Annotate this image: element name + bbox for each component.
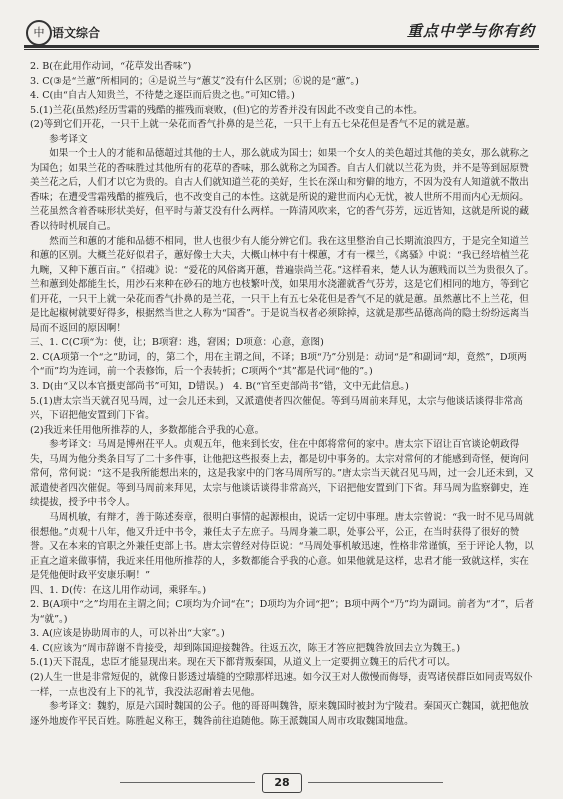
page-footer	[0, 770, 563, 798]
section-title: 语文综合	[52, 26, 101, 40]
translation-heading: 参考译文	[49, 133, 88, 145]
answer-line: 3. D(由“又以本官摄吏部尚书”可知，D错误。) 4. B(“官至吏部尚书”错，文中无此信息。)	[30, 381, 409, 393]
translation-paragraph: 马周机敏，有辩才，善于陈述奏章，很明白事情的起源根由，说话一定切中事理。唐太宗曾说：“我一时不见马周就很想他。”贞观十八年，他又升迁中书令，兼任太子左庶子。马周身兼二职，处事公平，公正，在当时获得了很好的赞誉。又在本来的官职之外兼任吏部上书。唐太宗曾经对侍臣说：“马周处事机敏迅速，性格非常谨慎，至于评论人物，以正直之道来做事情，我近来任用他所推荐的人，多数都能合乎我的心意。如果他就是这样，忠君才能一致就这样，实在是凭他便时政平安康乐啊！”	[30, 511, 534, 582]
answer-line: 2. C(A项第一个“之”助词，的，第二个，用在主谓之间，不译；B项“乃”分别是：动词“是”和副词“却，竟然”，D项两个“而”均为连词，前一个表修饰，后一个表转折；C项两个“其”都是代词“他的”。)	[30, 351, 527, 378]
translation-paragraph: 参考译文：马周是博州茌平人。贞观五年，他来到长安，住在中郎将常何的家中。唐太宗下诏让百官谈论朝政得失，马周为他分类条目写了二十多件事，让他把这些报奏上去，都是切中事务的。太宗对常何的才能感到奇怪，便询问常何，常何说：“这不是我所能想出来的，这是我家中的门客马周所写的。”唐太宗当天就召见马周，过一会儿还未到，又派遣使者四次催促。等到马周前来拜见，太宗与他谈话谈得非常高兴，下诏把他安置到门下省。拜马周为监察御史，连续提拔，授予中书令人。	[30, 439, 534, 509]
page-header	[0, 0, 563, 52]
page-number: 28	[262, 773, 302, 793]
answer-line: 3. A(应该是协助周市的人，可以补出“大家”。)	[30, 628, 225, 640]
answer-line: (2)人生一世是非常短促的，就像日影透过墙缝的空隙那样迅速。如今汉王对人傲慢而侮辱，责骂诸侯群臣如同责骂奴仆一样，一点也没有上下的礼节，我没法忍耐着去见他。	[30, 671, 533, 698]
section-three-q1: 三、1. C(C项“为：使，让；B项窘：逃，窘困；D项意：心意，意图)	[30, 337, 324, 349]
school-logo-icon: 中	[26, 20, 52, 46]
translation-paragraph: 参考译文：魏豹，原是六国时魏国的公子。他的哥哥叫魏咎，原来魏国时被封为宁陵君。秦国灭亡魏国，就把他放逐外地废作平民百姓。陈胜起义称王，魏咎前往追随他。陈王派魏国人周市攻取魏国地盘。	[30, 701, 529, 727]
translation-paragraph: 如果一个士人的才能和品德超过其他的士人，那么就成为国士；如果一个女人的美色超过其他的美女，那么就称之为国色；如果兰花的香味胜过其他所有的花草的香味，那么就称之为国香。自古人们就以兰花为贵，并不是等到屈原赞美兰花之后，人们才以它为贵的。自古人们就知道兰花的美好，生长在深山和穷僻的地方，不因为没有人知道就不散出香味；在遭受雪霜残酷的摧残后，也不改变自己的本性。这就是所说的避世而内心无忧，被人世所不用而内心无烦闷。兰花虽然含着香味形状美好，但平时与萧艾没有什么两样。一阵清风吹来，它的香气芬芳，远近皆知，这就是所说的藏香以待时机展自己。	[30, 148, 529, 233]
header-rule	[24, 45, 539, 48]
footer-rule-left	[120, 782, 255, 783]
answer-line: (2)我近来任用他所推荐的人，多数都能合乎我的心意。	[30, 424, 265, 436]
answer-line: 4. C(应该为“周市辞谢不肯接受，却到陈国迎接魏咎。往返五次，陈王才答应把魏咎放回去立为魏王。)	[30, 642, 461, 654]
section-four-q1: 四、1. D(传：在这儿用作动词，乘驿车。)	[30, 584, 207, 596]
footer-rule-right	[308, 782, 443, 783]
answer-line: (2)等到它们开花，一只干上就一朵花而香气扑鼻的是兰花，一只干上有五七朵花但是香气不足的就是蕙。	[30, 119, 476, 131]
answer-line: 4. C(由“自古人知贵兰，不待楚之逐臣而后贵之也。”可知C错。)	[30, 90, 295, 102]
answer-line: 2. B(A项中“之”均用在主谓之间；C项均为介词“在”；D项均为介词“把”；B项中两个“乃”均为副词。前者为“才”，后者为“就”。)	[30, 599, 534, 625]
book-title: 重点中学与你有约	[406, 22, 535, 40]
translation-paragraph: 然而兰和蕙的才能和品德不相同，世人也很少有人能分辨它们。我在这里整治自己长期流浪四方，于是完全知道兰和蕙的区别。大概兰花好似君子，蕙好像士大夫，大概山林中有十棵蕙，才有一棵兰，《离骚》中说：“我已经培植兰花九畹，又种下蕙百亩。”《招魂》说：“爱花的风俗离开蕙，普遍崇尚兰花。”这样看来，楚人认为蕙贱而以兰为贵很久了。兰和蕙到处都能生长，用沙石来种在砂石的地方也枝繁叶茂，如果用水浇灌就香气芬芳，这是它们相同的地方，等到它们开花，一只干上就一朵花而香气扑鼻的是兰花，一只干上有五七朵花但是香气不足的就是蕙。虽然蕙比不上兰花，但是比起椒树就要好得多，根据然当世之人称为“国香”。于是说当权者必须除掉，这就是那些品德高尚的隐士纷纷远离当局而不返回的原因啊！	[30, 235, 534, 334]
answer-line: 3. C(③是“兰蕙”所相同的；④是说兰与“蕙艾”没有什么区别；⑥说的是“蕙”。)	[30, 75, 359, 87]
answer-line: 5.(1)天下混乱，忠臣才能显现出来。现在天下都背叛秦国，从道义上一定要拥立魏王的后代才可以。	[30, 657, 456, 669]
answer-content	[30, 60, 535, 768]
answer-line: 2. B(在此用作动词，“花草发出香味”)	[30, 61, 192, 72]
header-rule-thin	[24, 49, 539, 50]
answer-line: 5.(1)兰花(虽然)经历雪霜的残酷的摧残而衰败，(但)它的芳香并没有因此不改变自己的本性。	[30, 104, 423, 116]
answer-line: 5.(1)唐太宗当天就召见马周，过一会儿还未到，又派遣使者四次催促。等到马周前来拜见，太宗与他谈话谈得非常高兴，下诏把他安置到门下省。	[30, 395, 523, 422]
